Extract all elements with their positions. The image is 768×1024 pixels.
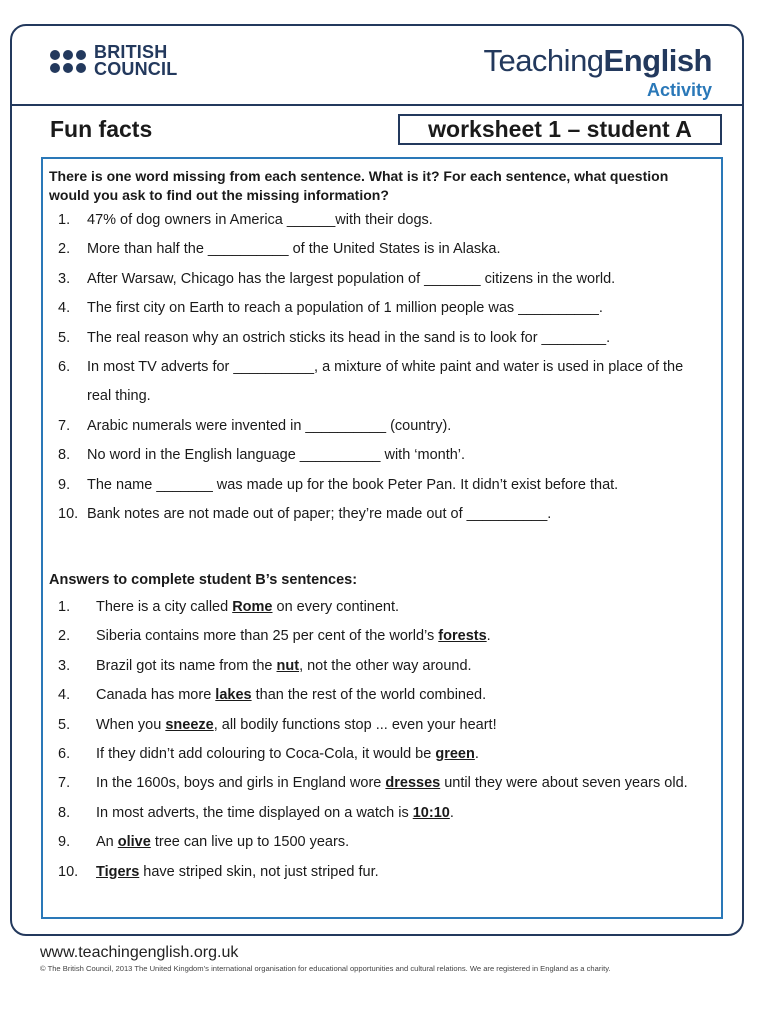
answer-number: 8. <box>58 804 71 821</box>
brand-part-2: English <box>603 43 712 78</box>
answer-text-before: Siberia contains more than 25 per cent of the world’s <box>96 628 439 645</box>
answer-text-before: An <box>96 834 118 851</box>
question-item <box>58 441 699 470</box>
answer-word: lakes <box>215 687 252 704</box>
question-number: 3. <box>58 270 71 287</box>
answer-number: 9. <box>58 834 71 851</box>
question-number: 1. <box>58 212 71 228</box>
answer-item <box>58 769 696 798</box>
answer-text-after: on every continent. <box>272 599 400 615</box>
question-item <box>58 353 699 412</box>
answer-sentence <box>96 711 696 740</box>
answer-sentence <box>96 593 696 622</box>
brand-part-1: Teaching <box>483 43 604 78</box>
answer-number: 4. <box>58 687 71 704</box>
answer-text-after: , all bodily functions stop ... even your heart! <box>213 716 497 733</box>
answers-heading: Answers to complete student B’s sentences: <box>49 572 358 588</box>
question-number: 2. <box>58 241 71 258</box>
question-text: No word in the English language __________ with ‘month’. <box>87 447 466 464</box>
instructions: There is one word missing from each sentence. What is it? For each sentence, what question would you ask to find out the missing information? <box>49 168 669 203</box>
header-divider <box>10 104 744 106</box>
answer-word: olive <box>117 834 151 851</box>
question-text: The real reason why an ostrich sticks its head in the sand is to look for ________. <box>87 329 611 346</box>
question-item <box>58 235 699 264</box>
answer-number: 7. <box>58 775 71 792</box>
question-text: Arabic numerals were invented in __________ (country). <box>87 417 452 434</box>
answer-sentence <box>96 769 696 798</box>
question-number: 4. <box>58 300 71 317</box>
answer-text-after: . <box>449 804 454 821</box>
question-number: 9. <box>58 476 71 493</box>
answer-item <box>58 593 696 622</box>
brand-subtitle: Activity <box>646 80 712 100</box>
answer-text-before: There is a city called <box>96 599 233 615</box>
question-text: In most TV adverts for __________, a mixture of white paint and water is used in place of the real thing. <box>87 359 684 405</box>
question-number: 7. <box>58 417 71 434</box>
dots-icon <box>50 50 86 73</box>
question-item <box>58 500 699 529</box>
page-title: Fun facts <box>50 116 153 142</box>
footer-copyright: © The British Council, 2013 The United Kingdom’s international organisation for educational opportunities and cultural relations. We are registered in England as a charity. <box>40 964 611 973</box>
answer-text-before: Canada has more <box>96 687 216 704</box>
question-text: The first city on Earth to reach a population of 1 million people was __________. <box>87 300 603 317</box>
answer-text-before: Brazil got its name from the <box>96 657 277 674</box>
answer-text-before: If they didn’t add colouring to Coca-Cola, it would be <box>96 746 436 763</box>
question-item <box>58 265 699 294</box>
answer-sentence <box>96 740 696 769</box>
question-number: 10. <box>58 506 79 523</box>
answer-number: 2. <box>58 628 71 645</box>
answer-item <box>58 622 696 651</box>
question-list <box>58 206 699 529</box>
question-text: 47% of dog owners in America ______with their dogs. <box>87 212 433 228</box>
answer-word: green <box>435 746 475 763</box>
answer-item <box>58 711 696 740</box>
answer-number: 5. <box>58 716 71 733</box>
logo-line-1: BRITISH <box>94 42 168 62</box>
question-item <box>58 294 699 323</box>
answer-text-after: than the rest of the world combined. <box>251 687 487 704</box>
answer-word: Rome <box>232 599 273 615</box>
question-text: The name _______ was made up for the book Peter Pan. It didn’t exist before that. <box>87 476 619 493</box>
answer-item <box>58 858 696 887</box>
answer-number: 10. <box>58 863 79 880</box>
answer-sentence <box>96 858 696 887</box>
answer-word: sneeze <box>165 716 214 733</box>
answer-sentence <box>96 799 696 828</box>
answer-item <box>58 681 696 710</box>
answer-sentence <box>96 622 696 651</box>
question-item <box>58 206 699 235</box>
answer-text-after: , not the other way around. <box>299 657 472 674</box>
logo-line-2: COUNCIL <box>94 59 178 79</box>
question-item <box>58 471 699 500</box>
answer-text-after: . <box>486 628 491 645</box>
answer-sentence <box>96 652 696 681</box>
answer-word: dresses <box>385 775 441 792</box>
answer-list <box>58 593 696 887</box>
answer-sentence <box>96 828 696 857</box>
answer-sentence <box>96 681 696 710</box>
answer-item <box>58 740 696 769</box>
answer-item <box>58 652 696 681</box>
answer-text-after: until they were about seven years old. <box>440 775 688 792</box>
question-text: After Warsaw, Chicago has the largest population of _______ citizens in the world. <box>87 270 616 287</box>
question-number: 5. <box>58 329 71 346</box>
answer-text-before: When you <box>96 716 166 733</box>
question-text: More than half the __________ of the United States is in Alaska. <box>87 241 501 258</box>
answer-item <box>58 828 696 857</box>
footer-url[interactable]: www.teachingenglish.org.uk <box>40 944 239 961</box>
answer-word: nut <box>276 657 300 674</box>
question-number: 8. <box>58 447 71 464</box>
answer-item <box>58 799 696 828</box>
question-item <box>58 324 699 353</box>
answer-text-before: In the 1600s, boys and girls in England wore <box>96 775 386 792</box>
answer-number: 3. <box>58 657 71 674</box>
answer-word: Tigers <box>96 863 140 880</box>
answer-number: 1. <box>58 599 71 615</box>
answer-number: 6. <box>58 746 71 763</box>
answer-text-after: tree can live up to 1500 years. <box>150 834 350 851</box>
question-item <box>58 412 699 441</box>
answer-text-before: In most adverts, the time displayed on a watch is <box>96 804 413 821</box>
british-council-logo <box>50 44 177 78</box>
answer-text-after: have striped skin, not just striped fur. <box>139 863 379 880</box>
answer-word: 10:10 <box>412 804 450 821</box>
worksheet-label: worksheet 1 – student A <box>398 114 722 145</box>
question-number: 6. <box>58 359 71 376</box>
teaching-english-logo <box>483 44 712 101</box>
answer-text-after: . <box>474 746 479 763</box>
question-text: Bank notes are not made out of paper; they’re made out of __________. <box>87 506 552 523</box>
answer-word: forests <box>438 628 487 645</box>
